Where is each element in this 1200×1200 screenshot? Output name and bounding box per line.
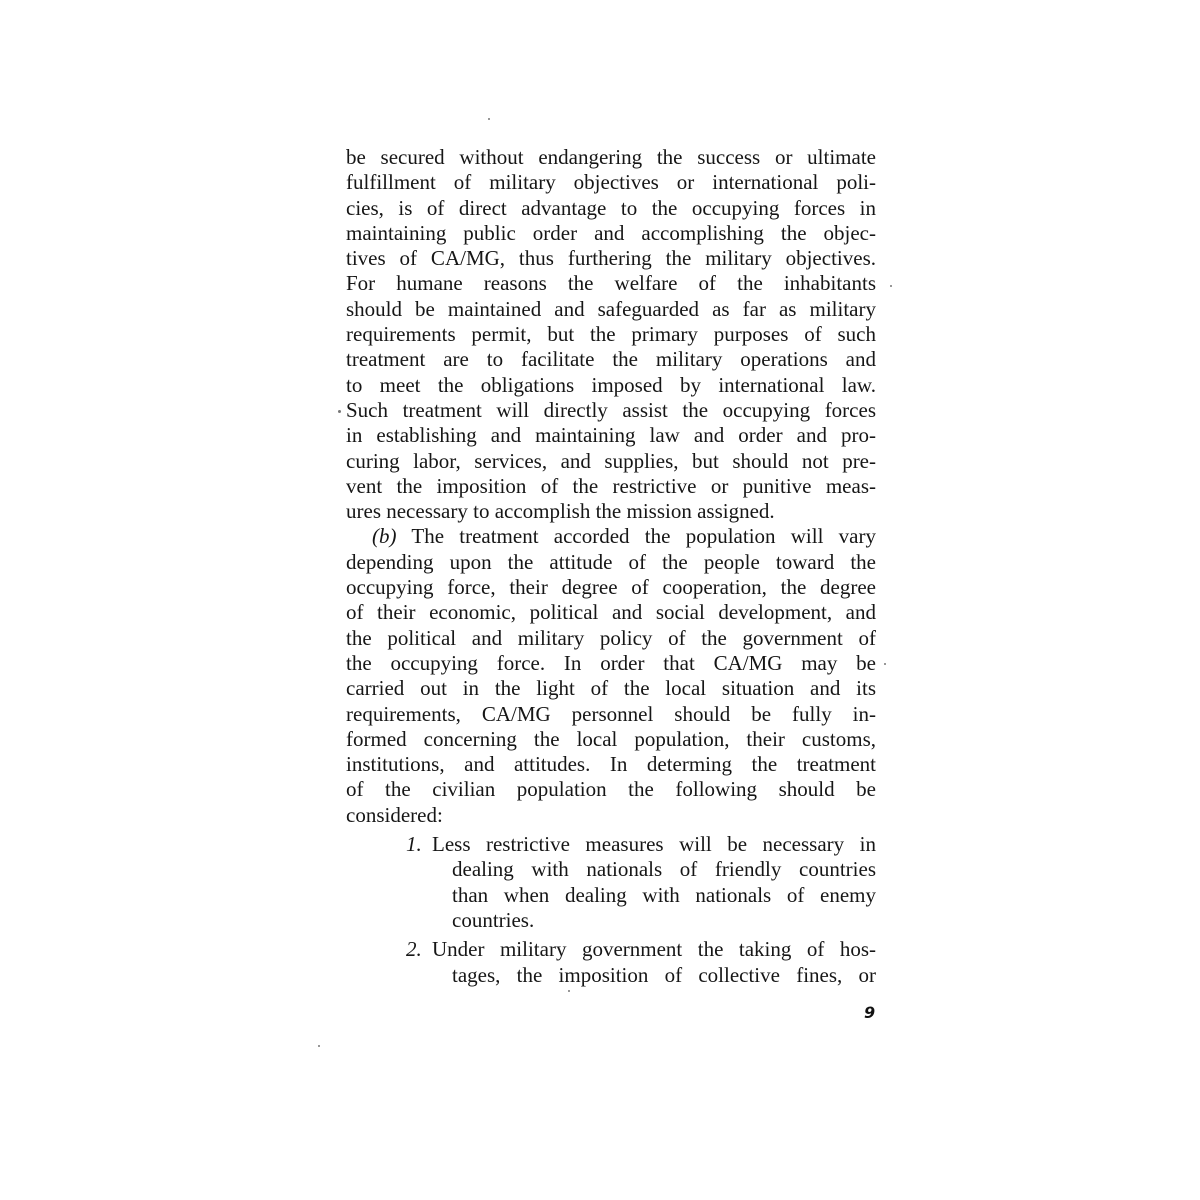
text-line: treatment are to facilitate the military operations and xyxy=(346,347,876,372)
text-line-first xyxy=(346,524,876,549)
text-line: Such treatment will directly assist the occupying forces xyxy=(346,397,876,422)
text-line: curing labor, services, and supplies, but should not pre- xyxy=(346,448,876,473)
paragraph-b xyxy=(346,524,876,828)
text-line: dealing with nationals of friendly countries xyxy=(452,857,876,882)
text-line: institutions, and attitudes. In determing the treatment xyxy=(346,752,876,777)
text-line: depending upon the attitude of the people toward the xyxy=(346,549,876,574)
page-body xyxy=(346,145,876,988)
text-line: to meet the obligations imposed by international law. xyxy=(346,372,876,397)
page-number: 9 xyxy=(864,1003,876,1022)
text-line: the occupying force. In order that CA/MG may be xyxy=(346,650,876,675)
text-line: carried out in the light of the local situation and its xyxy=(346,676,876,701)
scan-speck xyxy=(890,285,892,287)
text-line: than when dealing with nationals of enemy xyxy=(452,882,876,907)
text-line: be secured without endangering the success or ultimate xyxy=(346,145,876,169)
paragraph-label: (b) xyxy=(372,524,397,549)
text-line: countries. xyxy=(452,907,535,932)
scan-speck xyxy=(338,410,341,413)
scan-speck xyxy=(318,1045,320,1047)
list-item-text xyxy=(434,832,876,933)
list-item-number: 2. xyxy=(406,937,422,962)
text-line: ures necessary to accomplish the mission assigned. xyxy=(346,499,775,524)
text-line: occupying force, their degree of cooperation, the degree xyxy=(346,575,876,600)
text-line: For humane reasons the welfare of the inhabitants xyxy=(346,271,876,296)
text-line: formed concerning the local population, their customs, xyxy=(346,726,876,751)
text-line: fulfillment of military objectives or international poli- xyxy=(346,170,876,195)
text-line: of the civilian population the following should be xyxy=(346,777,876,802)
scan-speck xyxy=(488,118,490,120)
considerations-list xyxy=(346,832,876,988)
text-line: cies, is of direct advantage to the occupying forces in xyxy=(346,195,876,220)
text-line: the political and military policy of the government of xyxy=(346,625,876,650)
list-item xyxy=(346,937,876,988)
scan-speck xyxy=(884,663,886,665)
text-line: requirements permit, but the primary purposes of such xyxy=(346,322,876,347)
text-line: in establishing and maintaining law and order and pro- xyxy=(346,423,876,448)
paragraph-a xyxy=(346,145,876,524)
text-line: considered: xyxy=(346,802,443,827)
list-item-text xyxy=(434,937,876,988)
text-line: Less restrictive measures will be necessary in xyxy=(432,832,876,857)
text-line: tives of CA/MG, thus furthering the military objectives. xyxy=(346,246,876,271)
text-line: requirements, CA/MG personnel should be fully in- xyxy=(346,701,876,726)
text-line: tages, the imposition of collective fines, or xyxy=(452,962,876,987)
list-item xyxy=(346,832,876,933)
list-item-number: 1. xyxy=(406,832,422,857)
scan-speck xyxy=(568,990,570,992)
text-line: maintaining public order and accomplishing the objec- xyxy=(346,220,876,245)
text-line: should be maintained and safeguarded as far as military xyxy=(346,296,876,321)
text-line: vent the imposition of the restrictive or punitive meas- xyxy=(346,473,876,498)
text-line: of their economic, political and social development, and xyxy=(346,600,876,625)
text-line: Under military government the taking of hos- xyxy=(432,937,876,962)
text-fragment: The treatment accorded the population will vary xyxy=(396,524,876,549)
